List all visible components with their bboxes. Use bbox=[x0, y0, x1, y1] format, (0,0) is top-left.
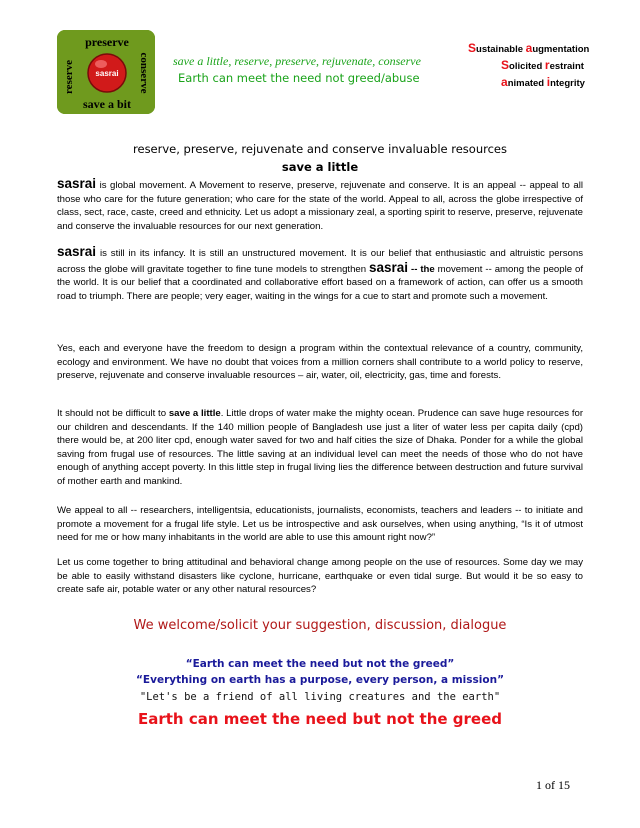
acronym-line-1: Sustainable augmentation bbox=[468, 41, 590, 55]
logo-center-text: sasrai bbox=[95, 69, 119, 78]
acronym-line-2: Solicited restraint bbox=[501, 58, 584, 72]
brand-name: sasrai bbox=[57, 176, 97, 191]
heading-save-a-little: save a little bbox=[281, 160, 359, 174]
logo-bottom-text: save a bit bbox=[83, 97, 131, 111]
paragraph-2: sasrai is still in its infancy. It is still an unstructured movement. It is our belief that enthusiastic and altruistic persons across the globe will gravitate together to fine tune models to strengthen sasrai -- the movement -- among the people of the world. It is our belief that a coordinated and collaborative effort based on a framework of action, can offer us a smooth road to triumph. There are people; very eager, waiting in the wings for a cue to start and promote such a movement. bbox=[57, 244, 583, 302]
quote-2: “Everything on earth has a purpose, every person, a mission” bbox=[136, 674, 504, 686]
paragraph-3: Yes, each and everyone have the freedom to design a program within the contextual relevance of a country, community, ecology and environment. We have no doubt that voices from a million corners shall contribute to a world policy to reserve, preserve, rejuvenate and conserve invaluable resources – air, water, oil, electricity, gas, time and forests. bbox=[57, 343, 583, 382]
quote-3: "Let's be a friend of all living creatures and the earth" bbox=[139, 691, 501, 703]
page-number: 1 of 15 bbox=[536, 778, 570, 792]
quote-1: “Earth can meet the need but not the greed” bbox=[185, 658, 455, 670]
tagline-line1: save a little, reserve, preserve, rejuvenate, conserve bbox=[173, 54, 421, 68]
tagline-line2: Earth can meet the need not greed/abuse bbox=[178, 71, 420, 85]
heading-reserve: reserve, preserve, rejuvenate and conserve invaluable resources bbox=[133, 142, 507, 156]
welcome-line: We welcome/solicit your suggestion, discussion, dialogue bbox=[133, 618, 507, 633]
logo-left-text: reserve bbox=[63, 60, 75, 94]
logo-right-text: conserve bbox=[138, 52, 150, 94]
paragraph-6: Let us come together to bring attitudinal and behavioral change among people on the use of resources. Some day we may be able to easily withstand disasters like cyclone, hurricane, earthquake or even tidal surge. But would it be so easy to create safe air, potable water or any other natural resources? bbox=[57, 557, 583, 596]
logo-graphic bbox=[57, 30, 155, 114]
slogan-final: Earth can meet the need but not the greed bbox=[138, 710, 502, 728]
brand-name: sasrai bbox=[57, 244, 97, 259]
sasrai-logo bbox=[57, 30, 155, 114]
brand-name: sasrai bbox=[369, 259, 409, 275]
logo-top-text: preserve bbox=[85, 35, 129, 49]
paragraph-4: It should not be difficult to save a little. Little drops of water make the mighty ocean. Prudence can save huge resources for our children and descendants. If the 140 million people of Bangladesh use just a liter of water less per capita daily (cpd) there would be, at 200 liter cpd, enough water saved for two and half cities the size of Dhaka. Ponder for a while the global saving from frugal use of resources. The little saving at an individual level can meet the needs of those who do not have enough of anything accept poverty. In this little step in frugal living lies the difference between destruction and future survival of mother earth and mankind. bbox=[57, 408, 584, 487]
acronym-line-3: animated integrity bbox=[501, 75, 585, 89]
paragraph-1: sasrai is global movement. A Movement to reserve, preserve, rejuvenate and conserve. It is an appeal -- appeal to all those who care for the future generation; who care for the state of the world. Appeal to all, across the globe irrespective of class, sect, race, caste, creed and ethnicity. Let us adopt a missionary zeal, a sporting spirit to reserve, preserve, rejuvenate and conserve the invaluable resources for our next generation. bbox=[57, 176, 583, 232]
paragraph-5: We appeal to all -- researchers, intelligentsia, educationists, journalists, economists, teachers and leaders -- to initiate and promote a movement for a frugal life style. Let us be introspective and ask ourselves, when using anything, “Is it of utmost need for me or how many inhabitants in the world are able to use this amount right now?” bbox=[57, 505, 583, 544]
